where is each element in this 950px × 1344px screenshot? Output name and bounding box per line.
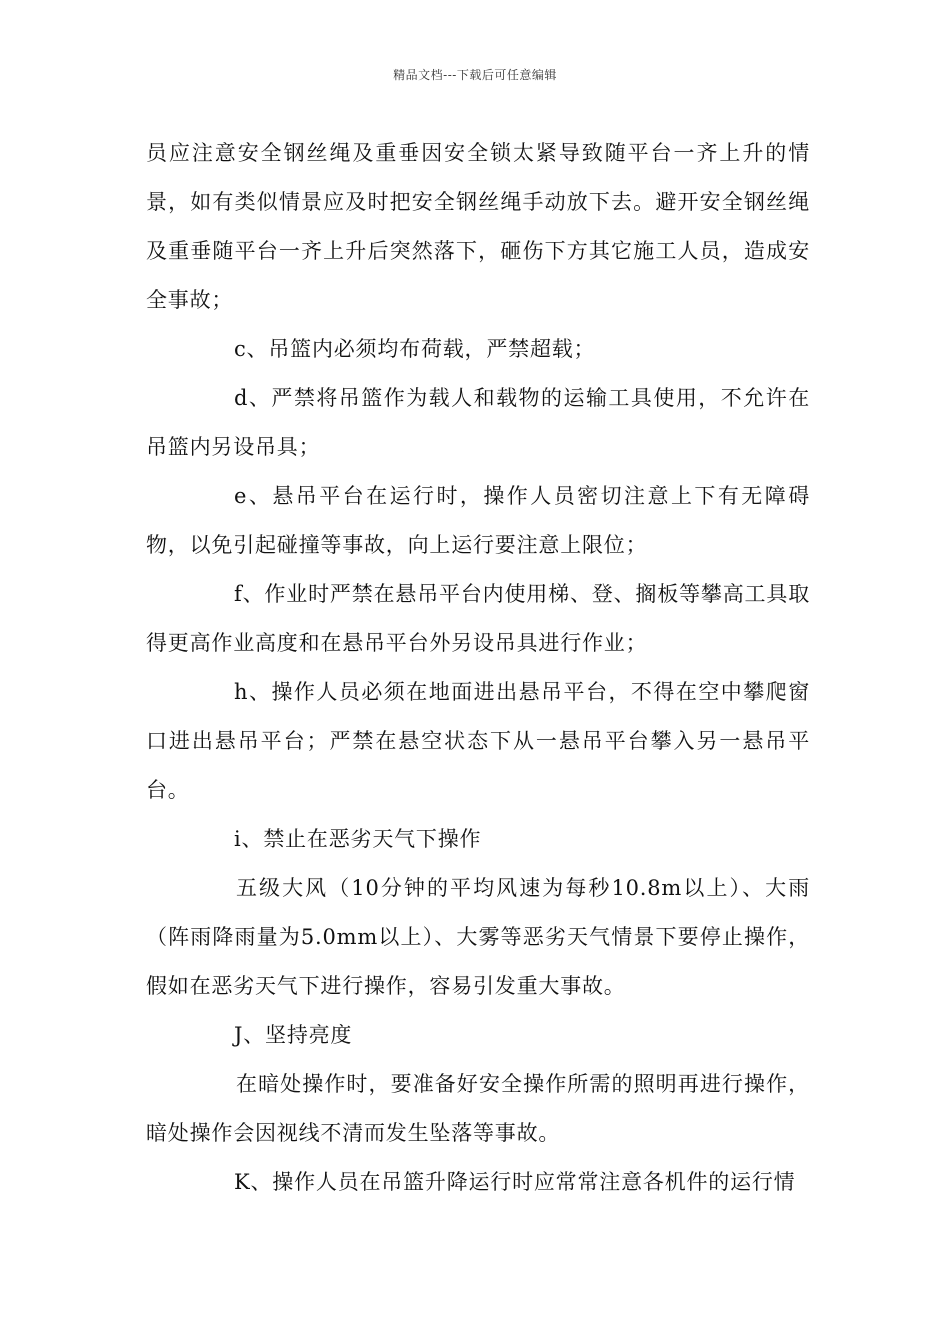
paragraph-weather: 五级大风（10分钟的平均风速为每秒10.8m以上）、大雨（阵雨降雨量为5.0mm以上）、大雾等恶劣天气情景下要停止操作，假如在恶劣天气下进行操作，容易引发重大事故。 — [146, 876, 810, 998]
paragraph-item-k: K、操作人员在吊篮升降运行时应常常注意各机件的运行情 — [234, 1170, 796, 1194]
paragraph-item-j: J、坚持亮度 — [234, 1023, 353, 1047]
paragraph-safety-rope: 员应注意安全钢丝绳及重垂因安全锁太紧导致随平台一齐上升的情景，如有类似情景应及时把安全钢丝绳手动放下去。避开安全钢丝绳及重垂随平台一齐上升后突然落下，砸伤下方其它施工人员，造成安全事故； — [146, 141, 810, 312]
paragraph-item-f: f、作业时严禁在悬吊平台内使用梯、登、搁板等攀高工具取得更高作业高度和在悬吊平台外另设吊具进行作业； — [146, 582, 810, 655]
document-body — [146, 129, 810, 1207]
page-header: 精品文档---下载后可任意编辑 — [393, 68, 557, 82]
paragraph-item-h: h、操作人员必须在地面进出悬吊平台，不得在空中攀爬窗口进出悬吊平台；严禁在悬空状态下从一悬吊平台攀入另一悬吊平台。 — [146, 680, 810, 802]
paragraph-item-i: i、禁止在恶劣天气下操作 — [234, 827, 482, 851]
paragraph-item-c: c、吊篮内必须均布荷载，严禁超载； — [234, 337, 596, 361]
paragraph-lighting: 在暗处操作时，要准备好安全操作所需的照明再进行操作，暗处操作会因视线不清而发生坠落等事故。 — [146, 1072, 810, 1145]
paragraph-item-d: d、严禁将吊篮作为载人和载物的运输工具使用，不允许在吊篮内另设吊具； — [146, 386, 810, 459]
paragraph-item-e: e、悬吊平台在运行时，操作人员密切注意上下有无障碍物，以免引起碰撞等事故，向上运行要注意上限位； — [146, 484, 810, 557]
